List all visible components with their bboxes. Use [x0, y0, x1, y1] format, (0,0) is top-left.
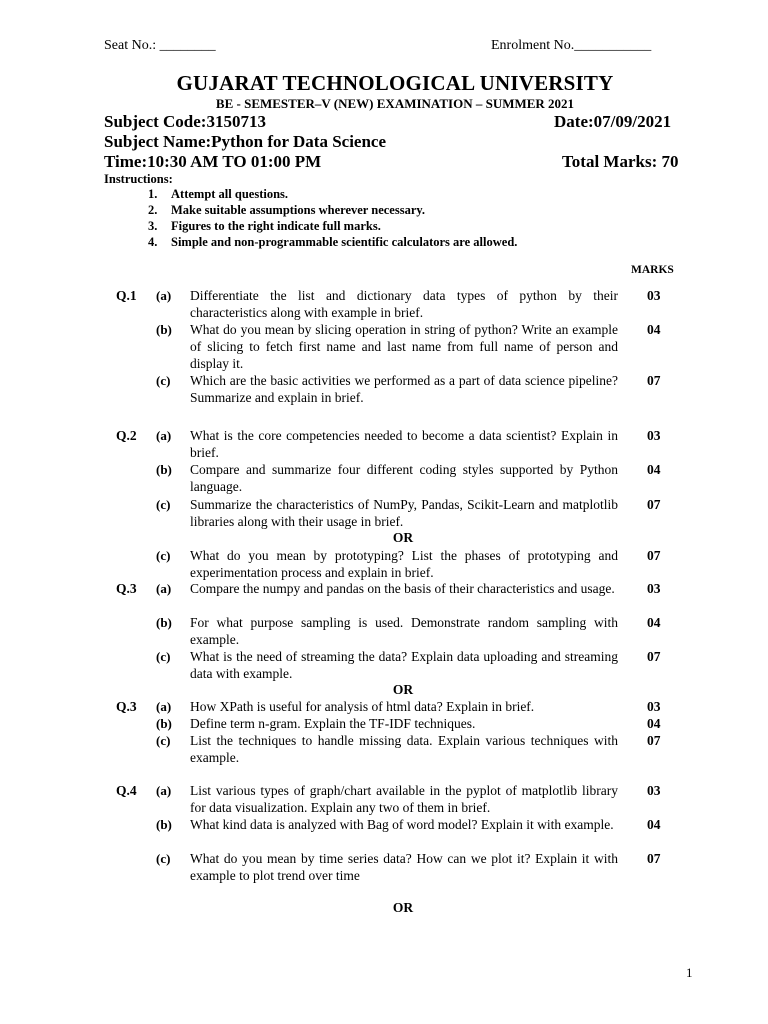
question-text: What kind data is analyzed with Bag of word model? Explain it with example.: [190, 817, 614, 832]
question-marks: 04: [647, 716, 661, 731]
question-text: Define term n-gram. Explain the TF-IDF techniques.: [190, 716, 476, 731]
question-part: (b): [156, 817, 172, 832]
question-marks: 03: [647, 699, 661, 714]
question-marks: 07: [647, 649, 661, 664]
question-part: (b): [156, 615, 172, 630]
question-marks: 07: [647, 497, 661, 512]
instruction-number: 2.: [148, 203, 158, 217]
instruction-item: [148, 234, 517, 250]
seat-number-field: Seat No.: ________: [104, 38, 216, 53]
page-number: 1: [686, 965, 693, 980]
question-number: Q.3: [116, 581, 137, 596]
instruction-item: [148, 202, 517, 218]
instruction-number: 4.: [148, 235, 158, 249]
question-text: What is the need of streaming the data? Explain data uploading and streaming data with example.: [190, 649, 618, 681]
question-number: Q.2: [116, 428, 137, 443]
question-part: (b): [156, 462, 172, 477]
university-title: GUJARAT TECHNOLOGICAL UNIVERSITY: [176, 71, 614, 95]
question-part: (b): [156, 716, 172, 731]
instruction-text: Make suitable assumptions wherever necessary.: [171, 203, 426, 217]
question-text: Compare the numpy and pandas on the basis of their characteristics and usage.: [190, 581, 615, 596]
question-part: (c): [156, 851, 171, 866]
exam-date: Date:07/09/2021: [554, 112, 672, 131]
question-text: Compare and summarize four different coding styles supported by Python language.: [190, 462, 618, 494]
instructions-title: Instructions:: [104, 172, 173, 186]
question-marks: 03: [647, 581, 661, 596]
or-separator: OR: [392, 682, 414, 697]
question-marks: 04: [647, 817, 661, 832]
question-text: Differentiate the list and dictionary data types of python by their characteristics along with example in brief.: [190, 288, 618, 320]
marks-column-header: MARKS: [631, 264, 674, 276]
question-text: List the techniques to handle missing data. Explain various techniques with example.: [190, 733, 618, 765]
question-text: What is the core competencies needed to become a data scientist? Explain in brief.: [190, 428, 618, 460]
question-text: For what purpose sampling is used. Demonstrate random sampling with example.: [190, 615, 618, 647]
question-part: (c): [156, 548, 171, 563]
question-part: (a): [156, 699, 172, 714]
question-marks: 07: [647, 373, 661, 388]
question-part: (a): [156, 288, 172, 303]
question-marks: 03: [647, 288, 661, 303]
subject-name: Subject Name:Python for Data Science: [104, 132, 387, 151]
question-marks: 04: [647, 462, 661, 477]
instruction-text: Figures to the right indicate full marks.: [171, 219, 381, 233]
question-marks: 07: [647, 851, 661, 866]
question-part: (c): [156, 497, 171, 512]
instruction-text: Attempt all questions.: [171, 187, 289, 201]
question-marks: 03: [647, 428, 661, 443]
instruction-item: [148, 186, 517, 202]
question-text: What do you mean by slicing operation in string of python? Write an example of slicing to fetch first name and last name from full name of person and display it.: [190, 322, 618, 371]
question-part: (c): [156, 649, 171, 664]
question-part: (a): [156, 783, 172, 798]
question-number: Q.4: [116, 783, 137, 798]
instruction-item: [148, 218, 517, 234]
total-marks: Total Marks: 70: [562, 152, 679, 171]
instruction-number: 1.: [148, 187, 158, 201]
question-marks: 04: [647, 322, 661, 337]
question-text: Summarize the characteristics of NumPy, Pandas, Scikit-Learn and matplotlib libraries along with their usage in brief.: [190, 497, 618, 529]
question-marks: 04: [647, 615, 661, 630]
subject-code: Subject Code:3150713: [104, 112, 266, 131]
question-part: (a): [156, 428, 172, 443]
exam-title: BE - SEMESTER–V (NEW) EXAMINATION – SUMMER 2021: [215, 96, 575, 111]
or-separator: OR: [392, 900, 414, 915]
enrolment-number-field: Enrolment No.___________: [491, 38, 652, 53]
question-text: Which are the basic activities we performed as a part of data science pipeline? Summarize and explain in brief.: [190, 373, 618, 405]
question-text: List various types of graph/chart available in the pyplot of matplotlib library for data visualization. Explain any two of them in brief.: [190, 783, 618, 815]
question-part: (a): [156, 581, 172, 596]
question-part: (c): [156, 733, 171, 748]
question-part: (c): [156, 373, 171, 388]
exam-time: Time:10:30 AM TO 01:00 PM: [104, 152, 322, 171]
question-text: What do you mean by prototyping? List the phases of prototyping and experimentation process and explain in brief.: [190, 548, 618, 580]
instruction-number: 3.: [148, 219, 158, 233]
question-marks: 07: [647, 733, 661, 748]
question-number: Q.1: [116, 288, 137, 303]
or-separator: OR: [392, 530, 414, 545]
question-text: What do you mean by time series data? How can we plot it? Explain it with example to plot trend over time: [190, 851, 618, 883]
question-marks: 03: [647, 783, 661, 798]
instructions-list: [148, 186, 517, 250]
instruction-text: Simple and non-programmable scientific calculators are allowed.: [171, 235, 518, 249]
question-part: (b): [156, 322, 172, 337]
question-number: Q.3: [116, 699, 137, 714]
question-marks: 07: [647, 548, 661, 563]
question-text: How XPath is useful for analysis of html data? Explain in brief.: [190, 699, 535, 714]
